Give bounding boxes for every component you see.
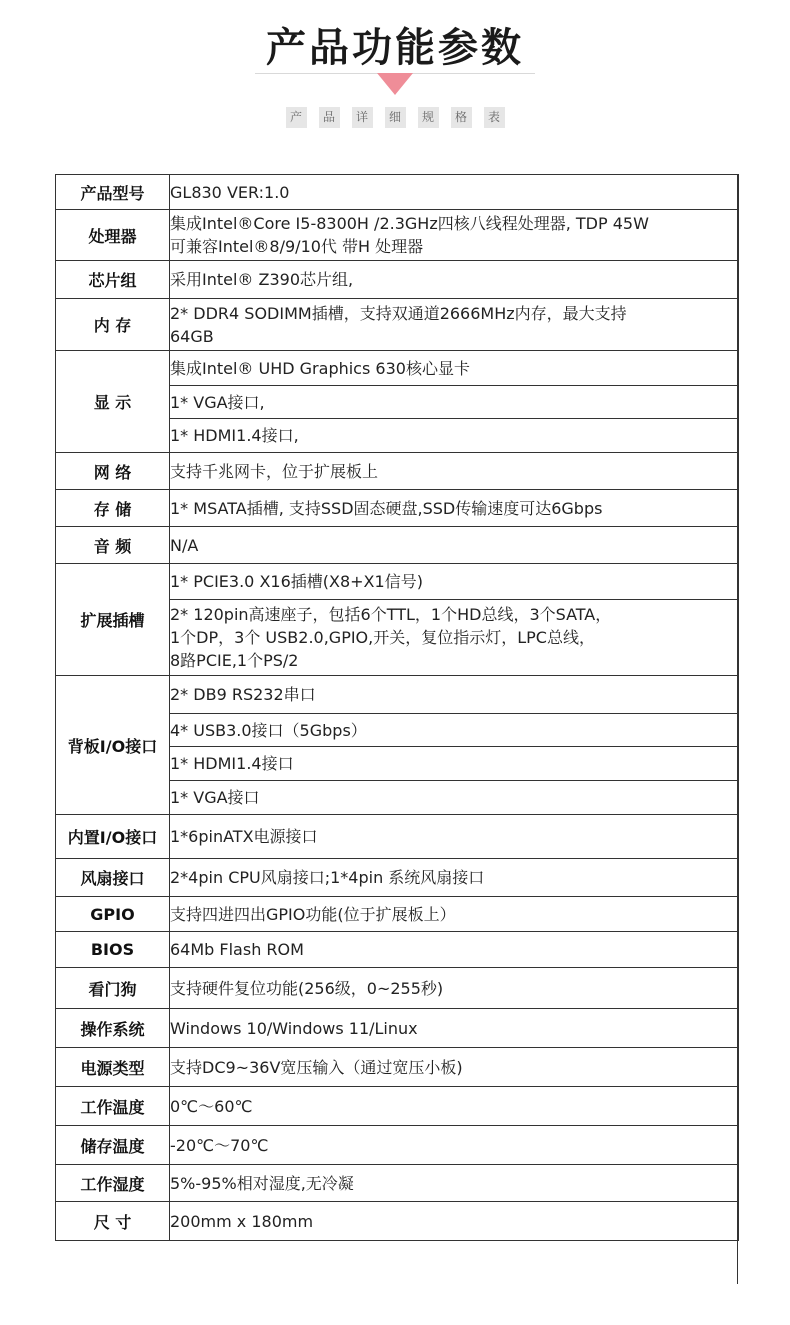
subtitle-char: 详 bbox=[352, 107, 373, 128]
spec-value: 集成Intel®Core I5-8300H /2.3GHz四核八线程处理器, TDP 45W 可兼容Intel®8/9/10代 带H 处理器 bbox=[170, 210, 739, 261]
subtitle-char: 表 bbox=[484, 107, 505, 128]
spec-label: 存 储 bbox=[56, 490, 170, 527]
spec-value: 1* PCIE3.0 X16插槽(X8+X1信号) bbox=[170, 564, 739, 600]
spec-label: 风扇接口 bbox=[56, 859, 170, 897]
spec-label: 显 示 bbox=[56, 351, 170, 453]
spec-label: 工作湿度 bbox=[56, 1165, 170, 1202]
spec-value: 2* DB9 RS232串口 bbox=[170, 676, 739, 714]
spec-label: 芯片组 bbox=[56, 261, 170, 299]
spec-value: 2*4pin CPU风扇接口;1*4pin 系统风扇接口 bbox=[170, 859, 739, 897]
spec-label: 看门狗 bbox=[56, 968, 170, 1009]
spec-row bbox=[56, 299, 739, 351]
subtitle-char: 格 bbox=[451, 107, 472, 128]
spec-value: 1* VGA接口 bbox=[170, 781, 739, 815]
spec-label: 工作温度 bbox=[56, 1087, 170, 1126]
spec-value: 5%-95%相对湿度,无冷凝 bbox=[170, 1165, 739, 1202]
spec-value: 2* DDR4 SODIMM插槽，支持双通道2666MHz内存，最大支持 64GB bbox=[170, 299, 739, 351]
spec-row bbox=[56, 1087, 739, 1126]
spec-value: GL830 VER:1.0 bbox=[170, 175, 739, 210]
spec-row bbox=[56, 490, 739, 527]
spec-row bbox=[56, 453, 739, 490]
spec-row bbox=[56, 897, 739, 932]
spec-label: 处理器 bbox=[56, 210, 170, 261]
spec-row bbox=[56, 932, 739, 968]
spec-value: 支持千兆网卡，位于扩展板上 bbox=[170, 453, 739, 490]
spec-value: 1* VGA接口, bbox=[170, 386, 739, 419]
spec-value: 支持四进四出GPIO功能(位于扩展板上） bbox=[170, 897, 739, 932]
spec-row bbox=[56, 968, 739, 1009]
spec-value: 支持DC9~36V宽压输入（通过宽压小板) bbox=[170, 1048, 739, 1087]
spec-row bbox=[56, 527, 739, 564]
spec-label: 产品型号 bbox=[56, 175, 170, 210]
subtitle-char: 品 bbox=[319, 107, 340, 128]
spec-value: 0℃～60℃ bbox=[170, 1087, 739, 1126]
spec-row bbox=[56, 1165, 739, 1202]
spec-label: BIOS bbox=[56, 932, 170, 968]
spec-label: 音 频 bbox=[56, 527, 170, 564]
spec-value: 2* 120pin高速座子，包括6个TTL，1个HD总线，3个SATA， 1个DP，3个 USB2.0,GPIO,开关，复位指示灯，LPC总线， 8路PCIE,1个PS/2 bbox=[170, 600, 739, 676]
spec-label: 背板I/O接口 bbox=[56, 676, 170, 815]
spec-row bbox=[56, 859, 739, 897]
subtitle-char: 细 bbox=[385, 107, 406, 128]
spec-value: 集成Intel® UHD Graphics 630核心显卡 bbox=[170, 351, 739, 386]
spec-value: N/A bbox=[170, 527, 739, 564]
spec-label: 内置I/O接口 bbox=[56, 815, 170, 859]
spec-value: 200mm x 180mm bbox=[170, 1202, 739, 1241]
spec-row bbox=[56, 815, 739, 859]
spec-value: 采用Intel® Z390芯片组, bbox=[170, 261, 739, 299]
spec-label: 操作系统 bbox=[56, 1009, 170, 1048]
spec-label: 储存温度 bbox=[56, 1126, 170, 1165]
spec-value: 4* USB3.0接口（5Gbps） bbox=[170, 714, 739, 747]
spec-row bbox=[56, 1126, 739, 1165]
spec-label: 电源类型 bbox=[56, 1048, 170, 1087]
subtitle-char: 规 bbox=[418, 107, 439, 128]
subtitle-char: 产 bbox=[286, 107, 307, 128]
spec-row bbox=[56, 564, 739, 600]
spec-value: 1* MSATA插槽, 支持SSD固态硬盘,SSD传输速度可达6Gbps bbox=[170, 490, 739, 527]
spec-row bbox=[56, 1009, 739, 1048]
spec-label: 扩展插槽 bbox=[56, 564, 170, 676]
subtitle bbox=[0, 107, 790, 128]
spec-label: 网 络 bbox=[56, 453, 170, 490]
spec-table bbox=[55, 174, 739, 1241]
spec-value: 64Mb Flash ROM bbox=[170, 932, 739, 968]
spec-label: 内 存 bbox=[56, 299, 170, 351]
table-right-frame bbox=[737, 174, 738, 1284]
spec-row bbox=[56, 351, 739, 386]
spec-row bbox=[56, 676, 739, 714]
spec-row bbox=[56, 261, 739, 299]
spec-row bbox=[56, 1202, 739, 1241]
spec-label: 尺 寸 bbox=[56, 1202, 170, 1241]
spec-value: 1* HDMI1.4接口 bbox=[170, 747, 739, 781]
spec-value: 1*6pinATX电源接口 bbox=[170, 815, 739, 859]
page-title: 产品功能参数 bbox=[266, 25, 524, 71]
spec-row bbox=[56, 210, 739, 261]
title-pointer-triangle bbox=[377, 73, 413, 95]
spec-row bbox=[56, 1048, 739, 1087]
spec-row bbox=[56, 175, 739, 210]
spec-value: 支持硬件复位功能(256级，0~255秒) bbox=[170, 968, 739, 1009]
spec-value: 1* HDMI1.4接口, bbox=[170, 419, 739, 453]
spec-value: Windows 10/Windows 11/Linux bbox=[170, 1009, 739, 1048]
spec-label: GPIO bbox=[56, 897, 170, 932]
spec-value: -20℃～70℃ bbox=[170, 1126, 739, 1165]
